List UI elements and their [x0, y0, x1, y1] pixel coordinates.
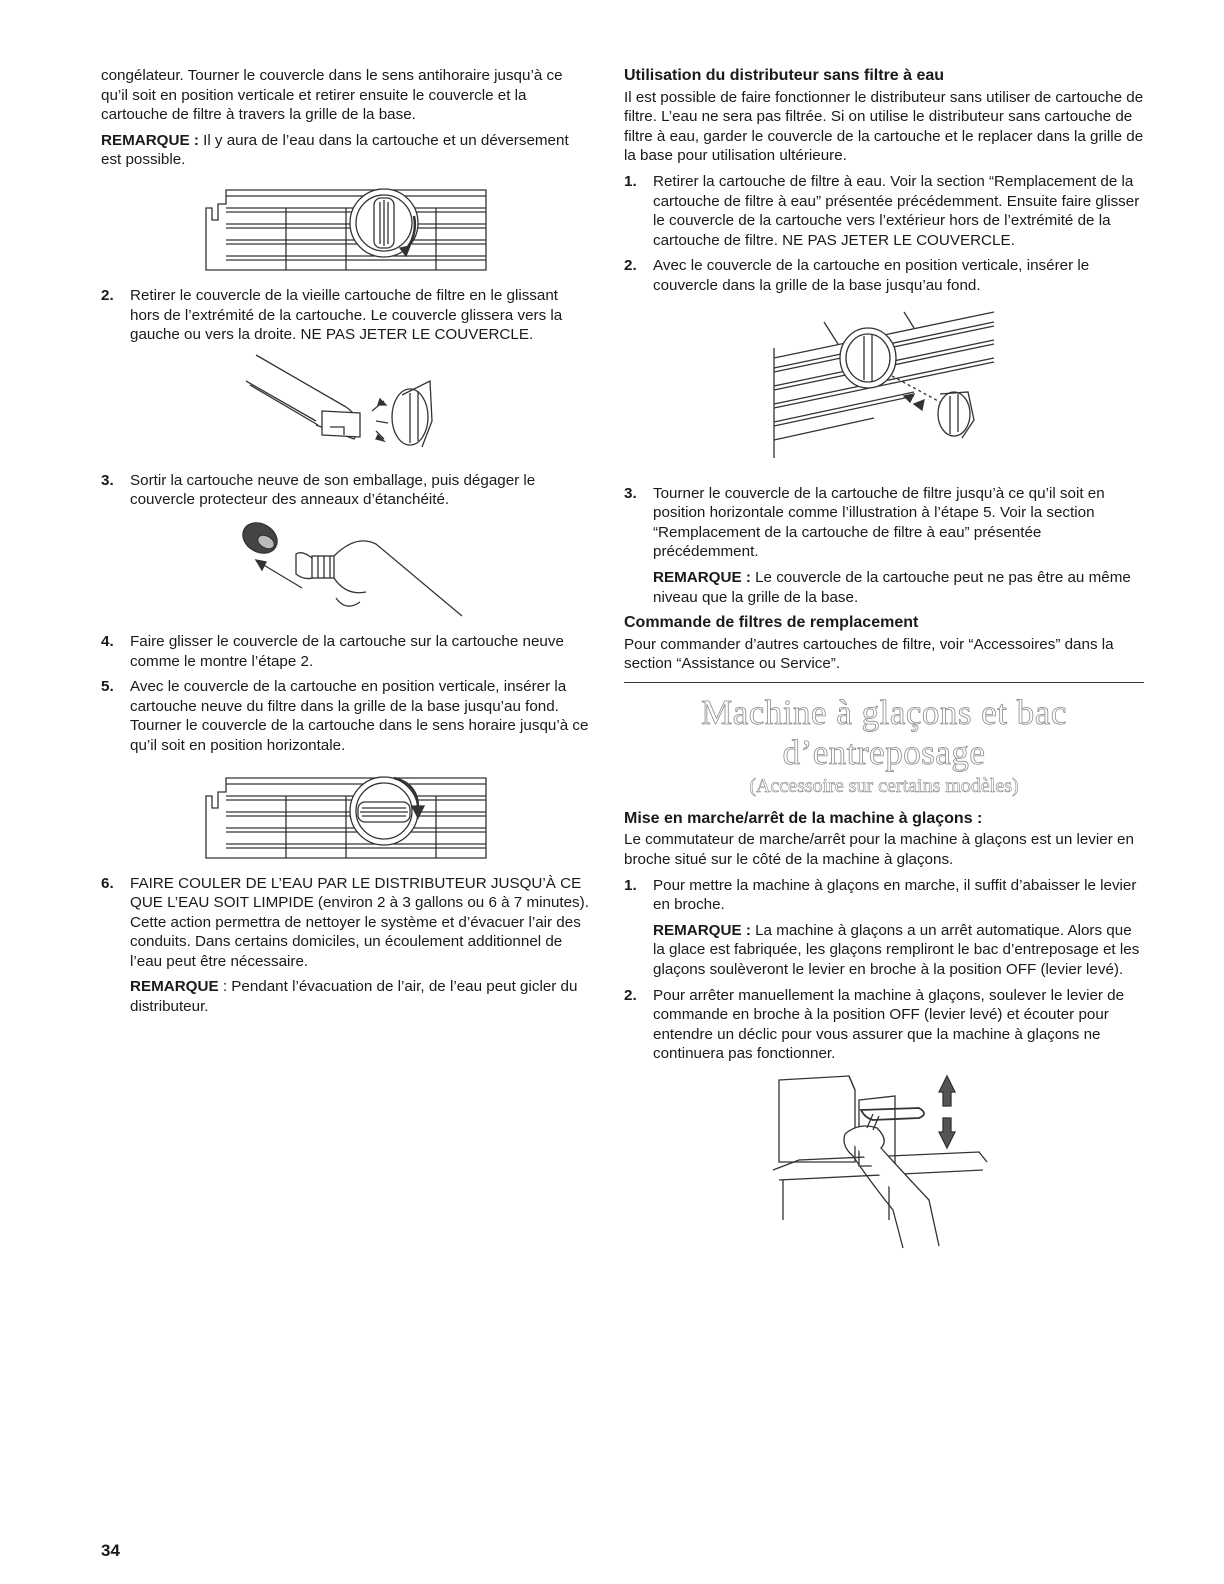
step-5: 5. Avec le couvercle de la cartouche en position verticale, insérer la cartouche neuve du filtre dans la grille de la base jusqu’au fond. Tourner le couvercle de la cartouche dans le sens horaire jusqu’à ce qu’il soit en position horizontale. [101, 678, 589, 754]
note-4-label: REMARQUE : [653, 921, 751, 939]
note-1-label: REMARQUE : [101, 131, 199, 149]
base-grille-vertical-cap-illustration [196, 178, 496, 276]
note-3 [624, 568, 1144, 607]
page-number: 34 [101, 1541, 120, 1560]
left-column [101, 66, 591, 1023]
ice-step-2: 2. Pour arrêter manuellement la machine à glaçons, soulever le levier de commande en broche à la position OFF (levier levé) et écouter pour entendre un déclic pour vous assurer que la machine à glaçons ne continuera pas fonctionner. [624, 986, 1125, 1063]
section-divider [624, 682, 1144, 683]
intro-paragraph: congélateur. Tourner le couvercle dans le sens antihoraire jusqu’à ce qu’il soit en position verticale et retirer ensuite le couvercle et la cartouche de filtre à travers la grille de la base. [101, 67, 563, 124]
ice-step-1: 1. Pour mettre la machine à glaçons en marche, il suffit d’abaisser le levier en broche. [624, 876, 1137, 914]
replacement-filters-paragraph: Pour commander d’autres cartouches de filtre, voir “Accessoires” dans la section “Assistance ou Service”. [624, 635, 1114, 673]
section-title: Machine à glaçons et bac d’entreposage [701, 692, 1067, 772]
ice-maker-lever-illustration [769, 1070, 999, 1250]
no-filter-paragraph: Il est possible de faire fonctionner le distributeur sans utiliser de cartouche de filtre. L’eau ne sera pas filtrée. Si on utilise le distributeur sans cartouche de filtre à eau, garder le couvercle de la cartouche et le replacer dans la grille de la base pour utilisation ultérieure. [624, 88, 1144, 165]
heading-replacement-filters: Commande de filtres de remplacement [624, 614, 919, 632]
heading-ice-maker-on-off: Mise en marche/arrêt de la machine à glaçons : [624, 809, 983, 827]
protective-cover-removal-illustration [226, 516, 466, 624]
note-4-text: La machine à glaçons a un arrêt automatique. Alors que la glace est fabriquée, les glaçons rempliront le bac d’entreposage et les glaçons soulèveront le levier en broche à la position OFF (levier levé). [653, 921, 1140, 979]
ice-maker-paragraph: Le commutateur de marche/arrêt pour la machine à glaçons est un levier en broche situé sur le côté de la machine à glaçons. [624, 831, 1134, 869]
no-filter-step-1: 1. Retirer la cartouche de filtre à eau. Voir la section “Remplacement de la cartouche de filtre à eau” présentée précédemment. Ensuite faire glisser le couvercle de la cartouche vers l’extérieur hors de l’extrémité de la cartouche de filtre. NE PAS JETER LE COUVERCLE. [624, 172, 1140, 249]
section-subtitle: (Accessoire sur certains modèles) [749, 774, 1019, 797]
note-1-text: Il y aura de l’eau dans la cartouche et un déversement est possible. [101, 131, 569, 169]
base-grille-horizontal-cap-illustration [196, 766, 496, 864]
no-filter-step-3: 3. Tourner le couvercle de la cartouche de filtre jusqu’à ce qu’il soit en position horizontale comme l’illustration à l’étape 5. Voir la section “Remplacement de la cartouche de filtre à eau” présentée précédemment. [624, 484, 1105, 561]
no-filter-step-2: 2. Avec le couvercle de la cartouche en position verticale, insérer le couvercle dans la grille de la base jusqu’au fond. [624, 257, 1090, 294]
step-3: 3. Sortir la cartouche neuve de son emballage, puis dégager le couvercle protecteur des anneaux d’étanchéité. [101, 471, 536, 509]
note-2-text: : Pendant l’évacuation de l’air, de l’eau peut gicler du distributeur. [130, 978, 578, 1016]
cap-insert-grille-illustration [764, 308, 1004, 468]
note-4 [624, 921, 1144, 980]
note-2-label: REMARQUE [130, 978, 219, 996]
note-1 [101, 131, 591, 170]
note-2 [101, 977, 591, 1016]
step-2: 2. Retirer le couvercle de la vieille cartouche de filtre en le glissant hors de l’extrémité de la cartouche. Le couvercle glissera vers la gauche ou vers la droite. NE PAS JETER LE COUVERCLE. [101, 286, 563, 344]
note-3-label: REMARQUE : [653, 568, 751, 586]
right-column [624, 66, 1144, 1250]
note-3-text: Le couvercle de la cartouche peut ne pas être au même niveau que la grille de la base. [653, 568, 1131, 606]
heading-no-filter: Utilisation du distributeur sans filtre à eau [624, 67, 945, 84]
step-6: 6. FAIRE COULER DE L’EAU PAR LE DISTRIBUTEUR JUSQU’À CE QUE L’EAU SOIT LIMPIDE (environ 2 à 3 gallons ou 6 à 7 minutes). Cette action permettra de nettoyer le système et d’évacuer l’air des conduits. Dans certains domiciles, un écoulement additionnel de l’eau peut être nécessaire. [101, 874, 589, 970]
step-4: 4. Faire glisser le couvercle de la cartouche sur la cartouche neuve comme le montre l’étape 2. [101, 632, 564, 670]
cartridge-cap-removal-illustration [226, 351, 466, 459]
